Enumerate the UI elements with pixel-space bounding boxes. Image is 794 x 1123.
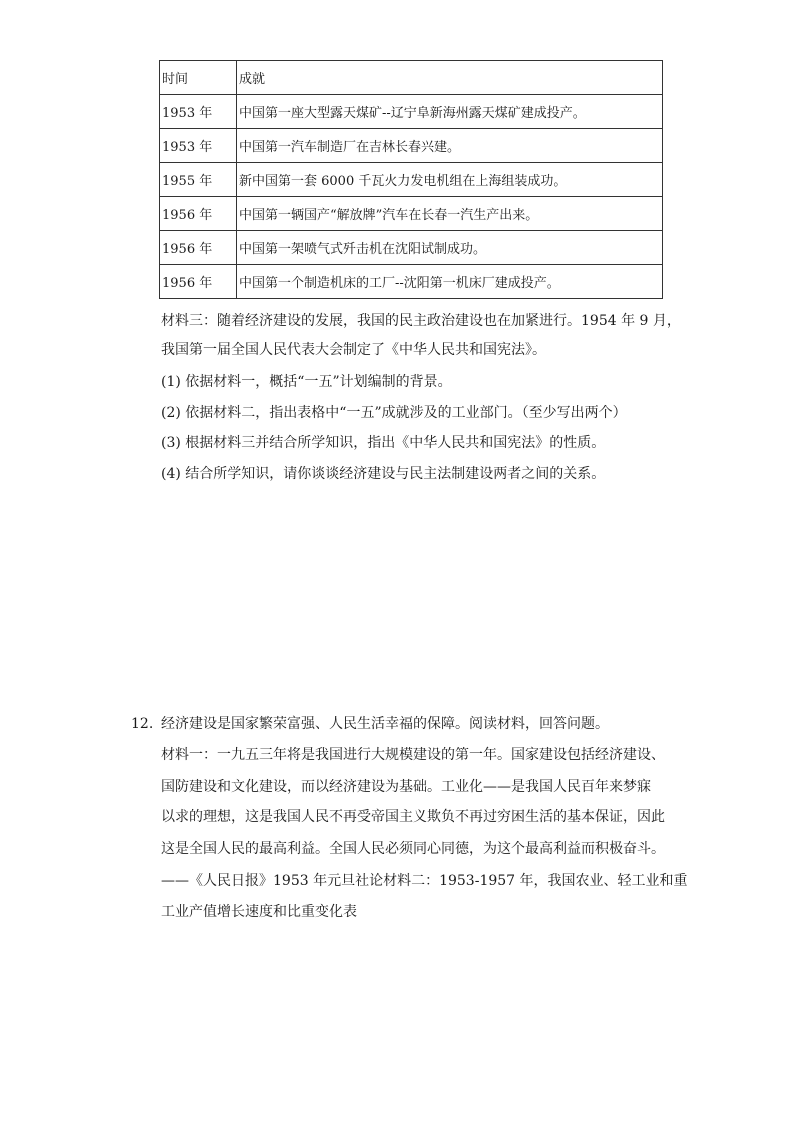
row-achievement: 新中国第一套 6000 千瓦火力发电机组在上海组装成功。: [237, 163, 663, 197]
q12-line-3: 国防建设和文化建设，而以经济建设为基础。工业化——是我国人民百年来梦寐: [161, 779, 651, 795]
question-number-12: 12.: [131, 716, 154, 732]
row-achievement: 中国第一座大型露天煤矿--辽宁阜新海州露天煤矿建成投产。: [237, 95, 663, 129]
header-time: 时间: [160, 61, 237, 95]
table-row: [160, 265, 663, 299]
row-achievement: 中国第一辆国产“解放牌”汽车在长春一汽生产出来。: [237, 197, 663, 231]
question-1: (1) 依据材料一，概括“一五”计划编制的背景。: [161, 374, 452, 390]
row-year: 1956 年: [160, 231, 237, 265]
table-row: [160, 163, 663, 197]
row-year: 1956 年: [160, 197, 237, 231]
q12-line-6: ——《人民日报》1953 年元旦社论材料二：1953-1957 年，我国农业、轻工业和重: [161, 873, 688, 889]
row-achievement: 中国第一个制造机床的工厂--沈阳第一机床厂建成投产。: [237, 265, 663, 299]
question-4: (4) 结合所学知识，请你谈谈经济建设与民主法制建设两者之间的关系。: [161, 466, 606, 482]
material3-line-1: 材料三：随着经济建设的发展，我国的民主政治建设也在加紧进行。1954 年 9 月，: [161, 313, 681, 329]
row-achievement: 中国第一汽车制造厂在吉林长春兴建。: [237, 129, 663, 163]
q12-line-2: 材料一：一九五三年将是我国进行大规模建设的第一年。国家建设包括经济建设、: [161, 747, 665, 763]
table-header-row: [160, 61, 663, 95]
row-achievement: 中国第一架喷气式歼击机在沈阳试制成功。: [237, 231, 663, 265]
row-year: 1955 年: [160, 163, 237, 197]
table-row: [160, 197, 663, 231]
table-row: [160, 231, 663, 265]
q12-line-5: 这是全国人民的最高利益。全国人民必须同心同德，为这个最高利益而积极奋斗。: [161, 841, 665, 857]
q12-line-7: 工业产值增长速度和比重变化表: [161, 904, 357, 920]
row-year: 1956 年: [160, 265, 237, 299]
material3-line-2: 我国第一届全国人民代表大会制定了《中华人民共和国宪法》。: [161, 342, 546, 358]
question-2: (2) 依据材料二，指出表格中“一五”成就涉及的工业部门。（至少写出两个）: [161, 405, 627, 421]
table-row: [160, 129, 663, 163]
row-year: 1953 年: [160, 95, 237, 129]
achievements-table: [159, 60, 663, 299]
q12-line-1: 经济建设是国家繁荣富强、人民生活幸福的保障。阅读材料，回答问题。: [161, 716, 609, 732]
q12-line-4: 以求的理想，这是我国人民不再受帝国主义欺负不再过穷困生活的基本保证，因此: [161, 809, 665, 825]
header-achievement: 成就: [237, 61, 663, 95]
question-3: (3) 根据材料三并结合所学知识，指出《中华人民共和国宪法》的性质。: [161, 435, 606, 451]
row-year: 1953 年: [160, 129, 237, 163]
table-row: [160, 95, 663, 129]
